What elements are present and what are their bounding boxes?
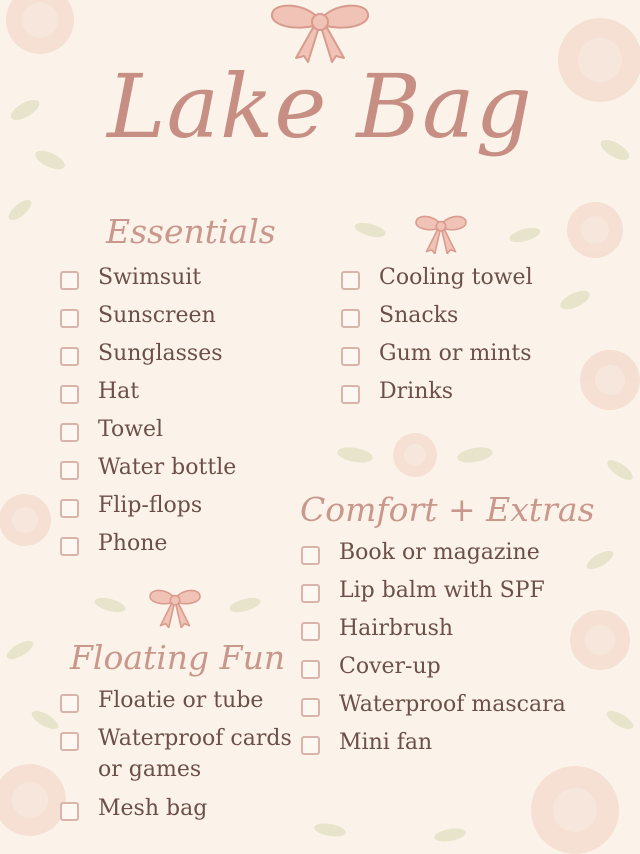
checkbox-icon[interactable] — [60, 461, 79, 480]
checkbox-icon[interactable] — [60, 347, 79, 366]
list-item[interactable] — [60, 793, 298, 831]
item-label: Phone — [98, 531, 168, 556]
list-item[interactable] — [60, 262, 236, 300]
bow-icon — [414, 212, 468, 254]
list-item[interactable] — [301, 727, 566, 765]
checkbox-icon[interactable] — [60, 271, 79, 290]
item-label: Waterproof mascara — [339, 692, 566, 717]
checkbox-icon[interactable] — [60, 423, 79, 442]
list-item[interactable] — [341, 376, 533, 414]
checkbox-icon[interactable] — [60, 732, 79, 751]
list-item[interactable] — [60, 452, 236, 490]
item-label: Sunglasses — [98, 341, 223, 366]
essentials-continued-list — [341, 262, 533, 414]
list-item[interactable] — [301, 613, 566, 651]
checkbox-icon[interactable] — [301, 546, 320, 565]
checkbox-icon[interactable] — [60, 802, 79, 821]
checkbox-icon[interactable] — [301, 736, 320, 755]
comfort-extras-list — [301, 537, 566, 765]
checkbox-icon[interactable] — [60, 499, 79, 518]
list-item[interactable] — [301, 689, 566, 727]
list-item[interactable] — [341, 300, 533, 338]
list-item[interactable] — [301, 537, 566, 575]
item-label: Water bottle — [98, 455, 237, 480]
checkbox-icon[interactable] — [341, 347, 360, 366]
item-label: Swimsuit — [98, 265, 202, 290]
floating-fun-list — [60, 685, 298, 831]
checkbox-icon[interactable] — [60, 694, 79, 713]
item-label: Mini fan — [339, 730, 433, 755]
page-title: Lake Bag — [107, 55, 533, 158]
item-label: Hairbrush — [339, 616, 454, 641]
list-item[interactable] — [341, 262, 533, 300]
item-label: Towel — [98, 417, 164, 442]
checkbox-icon[interactable] — [301, 698, 320, 717]
item-label: Cooling towel — [379, 265, 533, 290]
essentials-heading: Essentials — [106, 212, 276, 251]
item-label: Sunscreen — [98, 303, 216, 328]
item-label: Book or magazine — [339, 540, 540, 565]
list-item[interactable] — [60, 490, 236, 528]
bow-icon — [148, 586, 202, 628]
item-label: Flip-flops — [98, 493, 203, 518]
comfort-extras-heading: Comfort + Extras — [300, 490, 595, 529]
checkbox-icon[interactable] — [60, 537, 79, 556]
checkbox-icon[interactable] — [301, 660, 320, 679]
list-item[interactable] — [301, 651, 566, 689]
item-label: Drinks — [379, 379, 453, 404]
item-label: Lip balm with SPF — [339, 578, 545, 603]
list-item[interactable] — [60, 414, 236, 452]
item-label: Mesh bag — [98, 796, 208, 821]
item-label: Snacks — [379, 303, 459, 328]
list-item[interactable] — [301, 575, 566, 613]
item-label: Hat — [98, 379, 140, 404]
checkbox-icon[interactable] — [341, 385, 360, 404]
item-label: Cover-up — [339, 654, 441, 679]
list-item[interactable] — [60, 528, 236, 566]
item-label: Floatie or tube — [98, 688, 264, 713]
checkbox-icon[interactable] — [341, 309, 360, 328]
checkbox-icon[interactable] — [341, 271, 360, 290]
list-item[interactable] — [60, 723, 298, 793]
item-label: Waterproof cards or games — [98, 726, 292, 782]
essentials-list — [60, 262, 236, 566]
checkbox-icon[interactable] — [301, 584, 320, 603]
list-item[interactable] — [60, 338, 236, 376]
list-item[interactable] — [341, 338, 533, 376]
item-label: Gum or mints — [379, 341, 532, 366]
checkbox-icon[interactable] — [301, 622, 320, 641]
checkbox-icon[interactable] — [60, 309, 79, 328]
list-item[interactable] — [60, 685, 298, 723]
list-item[interactable] — [60, 376, 236, 414]
list-item[interactable] — [60, 300, 236, 338]
floating-fun-heading: Floating Fun — [70, 638, 286, 677]
checkbox-icon[interactable] — [60, 385, 79, 404]
